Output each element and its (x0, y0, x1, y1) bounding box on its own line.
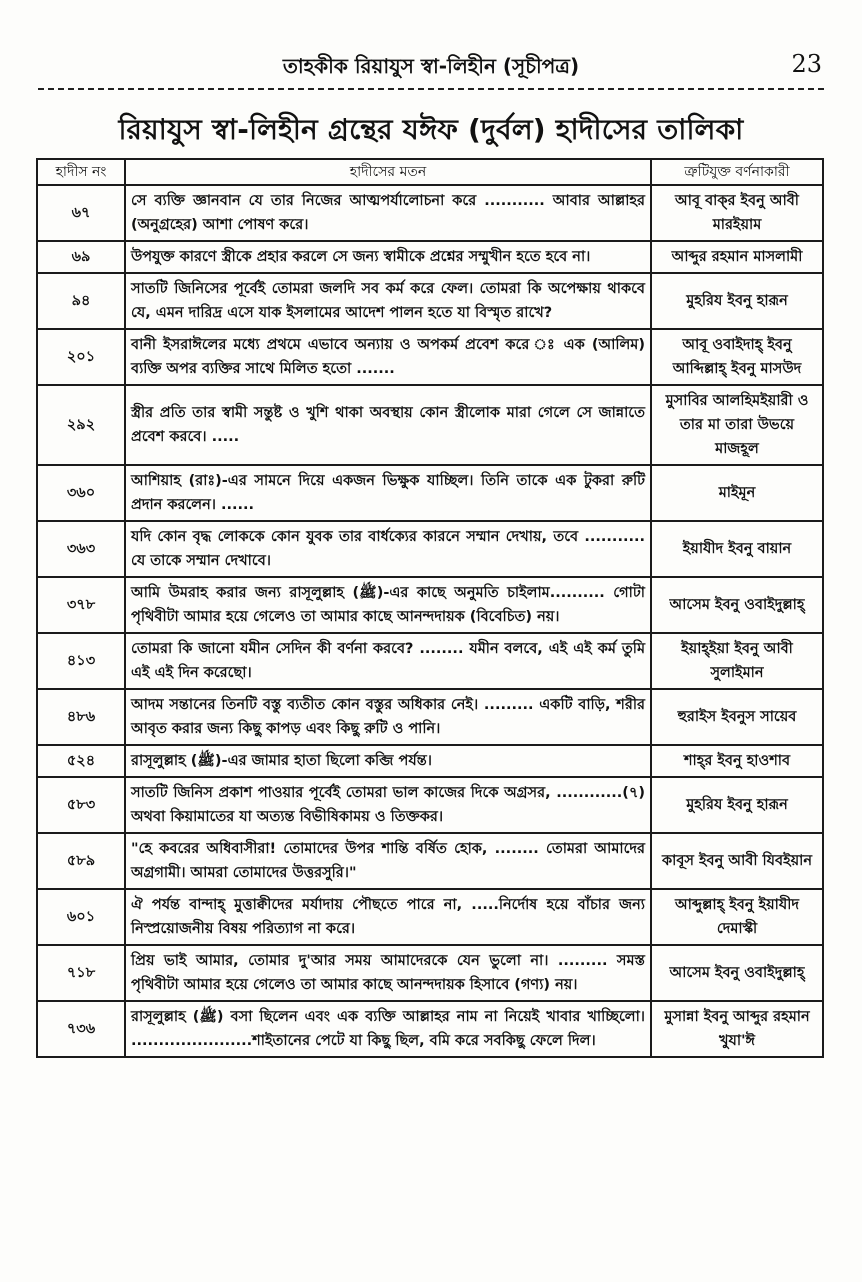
hadith-text: আদম সন্তানের তিনটি বস্তু ব্যতীত কোন বস্তুর অধিকার নেই। ......... একটি বাড়ি, শরীর আবৃত করার জন্য কিছু কাপড় এবং কিছু রুটি ও পানি। (125, 689, 651, 745)
table-row (37, 241, 823, 273)
hadith-text: রাসূলুল্লাহ (ﷺ)-এর জামার হাতা ছিলো কব্জি পর্যন্ত। (125, 745, 651, 777)
column-header-number: হাদীস নং (37, 159, 125, 185)
hadith-text: আশিয়াহ (রাঃ)-এর সামনে দিয়ে একজন ভিক্ষুক যাচ্ছিল। তিনি তাকে এক টুকরা রুটি প্রদান করলেন। ...... (125, 465, 651, 521)
narrator: ইয়াহ্ইয়া ইবনু আবী সুলাইমান (651, 633, 823, 689)
table-header-row (37, 159, 823, 185)
page-number: 23 (791, 50, 822, 78)
hadith-text: সাতটি জিনিস প্রকাশ পাওয়ার পূর্বেই তোমরা ভাল কাজের দিকে অগ্রসর, ............(৭) অথবা কিয়ামাতের যা অত্যন্ত বিভীষিকাময় ও তিক্তকর। (125, 777, 651, 833)
column-header-text: হাদীসের মতন (125, 159, 651, 185)
hadith-number: ৬৭ (37, 185, 125, 241)
narrator: কাবূস ইবনু আবী যিবইয়ান (651, 833, 823, 889)
hadith-text: বানী ইসরাঈলের মধ্যে প্রথমে এভাবে অন্যায় ও অপকর্ম প্রবেশ করে ঃ এক (আলিম) ব্যক্তি অপর ব্যক্তির সাথে মিলিত হতো ....... (125, 329, 651, 385)
narrator: মুহরিয ইবনু হারূন (651, 273, 823, 329)
hadith-text: প্রিয় ভাই আমার, তোমার দু'আর সময় আমাদেরকে যেন ভুলো না। ......... সমস্ত পৃথিবীটা আমার হয়ে গেলেও তা আমার কাছে আনন্দদায়ক হিসাবে (গণ্য) নয়। (125, 945, 651, 1001)
hadith-number: ৪১৩ (37, 633, 125, 689)
table-row (37, 889, 823, 945)
hadith-number: ৩৬০ (37, 465, 125, 521)
narrator: আব্দুর রহমান মাসলামী (651, 241, 823, 273)
hadith-number: ২০১ (37, 329, 125, 385)
narrator: শাহ্‌র ইবনু হাওশাব (651, 745, 823, 777)
hadith-text: সে ব্যক্তি জ্ঞানবান যে তার নিজের আত্মপর্যালোচনা করে ........... আবার আল্লাহর (অনুগ্রহের) আশা পোষণ করে। (125, 185, 651, 241)
narrator: ইয়াযীদ ইবনু বায়ান (651, 521, 823, 577)
hadith-text: উপযুক্ত কারণে স্ত্রীকে প্রহার করলে সে জন্য স্বামীকে প্রশ্নের সম্মুখীন হতে হবে না। (125, 241, 651, 273)
narrator: আব্দুল্লাহ্ ইবনু ইয়াযীদ দেমাস্কী (651, 889, 823, 945)
hadith-text: তোমরা কি জানো যমীন সেদিন কী বর্ণনা করবে? ........ যমীন বলবে, এই এই কর্ম তুমি এই এই দিন করেছো। (125, 633, 651, 689)
narrator: মাইমূন (651, 465, 823, 521)
table-row (37, 633, 823, 689)
hadith-number: ৭১৮ (37, 945, 125, 1001)
hadith-number: ৬৯ (37, 241, 125, 273)
table-row (37, 777, 823, 833)
table-row (37, 945, 823, 1001)
hadith-number: ৩৬৩ (37, 521, 125, 577)
column-header-narrator: ত্রুটিযুক্ত বর্ণনাকারী (651, 159, 823, 185)
table-row (37, 745, 823, 777)
hadith-text: ঐ পর্যন্ত বান্দাহ্ মুত্তাক্বীদের মর্যাদায় পৌছতে পারে না, .....নির্দোষ হয়ে বাঁচার জন্য নিস্প্রয়োজনীয় বিষয় পরিত্যাগ না করে। (125, 889, 651, 945)
table-row (37, 689, 823, 745)
table-row (37, 329, 823, 385)
table-row (37, 833, 823, 889)
header-divider (38, 88, 824, 90)
hadith-text: "হে কবরের অধিবাসীরা! তোমাদের উপর শান্তি বর্ষিত হোক, ........ তোমরা আমাদের অগ্রগামী। আমরা তোমাদের উত্তরসুরি।" (125, 833, 651, 889)
table-row (37, 577, 823, 633)
hadith-text: স্ত্রীর প্রতি তার স্বামী সন্তুষ্ট ও খুশি থাকা অবস্থায় কোন স্ত্রীলোক মারা গেলে সে জান্নাতে প্রবেশ করবে। ..... (125, 385, 651, 465)
hadith-number: ৫৮৩ (37, 777, 125, 833)
hadith-text: আমি উমরাহ করার জন্য রাসূলুল্লাহ (ﷺ)-এর কাছে অনুমতি চাইলাম.......... গোটা পৃথিবীটা আমার হয়ে গেলেও তা আমার কাছে আনন্দদায়ক (বিবেচিত) নয়। (125, 577, 651, 633)
table-row (37, 273, 823, 329)
narrator: মুসাবির আলহিমইয়ারী ও তার মা তারা উভয়ে মাজহূল (651, 385, 823, 465)
hadith-text: যদি কোন বৃদ্ধ লোককে কোন যুবক তার বার্ধক্যের কারনে সম্মান দেখায়, তবে ........... যে তাকে সম্মান দেখাবে। (125, 521, 651, 577)
table-row (37, 465, 823, 521)
table-row (37, 385, 823, 465)
hadith-number: ২৯২ (37, 385, 125, 465)
list-title: রিয়াযুস স্বা-লিহীন গ্রন্থের যঈফ (দুর্বল) হাদীসের তালিকা (118, 113, 744, 146)
hadith-number: ৯৪ (37, 273, 125, 329)
narrator: আসেম ইবনু ওবাইদুল্লাহ্ (651, 577, 823, 633)
hadith-number: ৭৩৬ (37, 1001, 125, 1057)
hadith-text: সাতটি জিনিসের পূর্বেই তোমরা জলদি সব কর্ম করে ফেল। তোমরা কি অপেক্ষায় থাকবে যে, এমন দারিদ্র এসে যাক ইসলামের আদেশ পালন হতে যা বিস্মৃত রাখে? (125, 273, 651, 329)
table-row (37, 521, 823, 577)
running-head (0, 0, 862, 92)
narrator: মুসান্না ইবনু আব্দুর রহমান খুযা'ঈ (651, 1001, 823, 1057)
hadith-number: ৬০১ (37, 889, 125, 945)
hadith-number: ৫২৪ (37, 745, 125, 777)
hadith-number: ৪৮৬ (37, 689, 125, 745)
narrator: হুরাইস ইবনুস সায়েব (651, 689, 823, 745)
hadith-table (36, 158, 824, 1058)
narrator: আসেম ইবনু ওবাইদুল্লাহ্ (651, 945, 823, 1001)
narrator: আবূ ওবাইদাহ্ ইবনু আব্দিল্লাহ্ ইবনু মাসউদ (651, 329, 823, 385)
running-title: তাহকীক রিয়াযুস স্বা-লিহীন (সূচীপত্র) (282, 54, 580, 78)
hadith-number: ৫৮৯ (37, 833, 125, 889)
narrator: মুহরিয ইবনু হারূন (651, 777, 823, 833)
table-row (37, 1001, 823, 1057)
hadith-number: ৩৭৮ (37, 577, 125, 633)
narrator: আবূ বাক্‌র ইবনু আবী মারইয়াম (651, 185, 823, 241)
table-row (37, 185, 823, 241)
hadith-text: রাসূলুল্লাহ (ﷺ) বসা ছিলেন এবং এক ব্যক্তি আল্লাহর নাম না নিয়েই খাবার খাচ্ছিলো। ......................শাইতানের পেটে যা কিছু ছিল, বমি করে সবকিছু ফেলে দিল। (125, 1001, 651, 1057)
